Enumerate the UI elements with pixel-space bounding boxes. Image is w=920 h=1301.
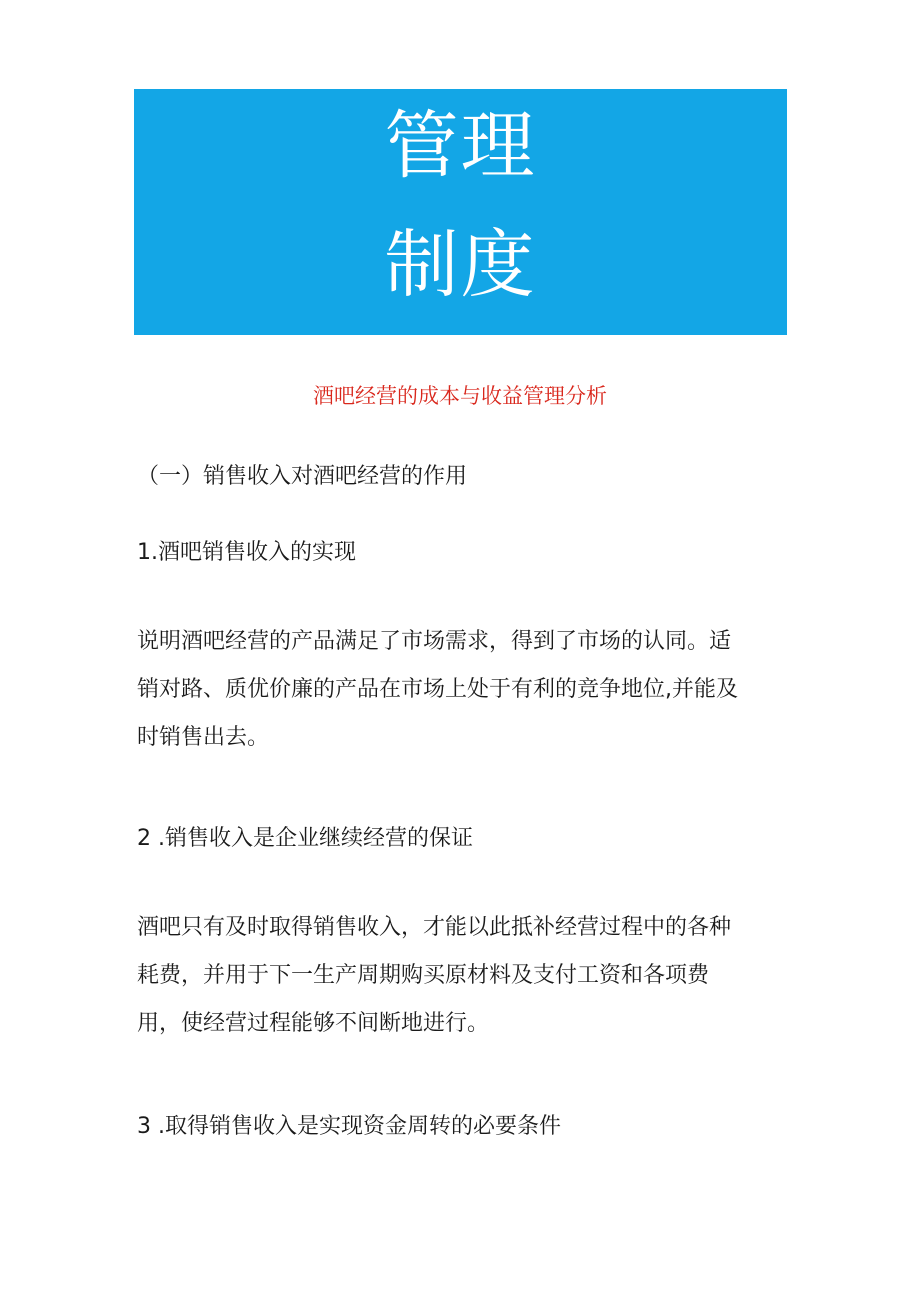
document-title: 酒吧经营的成本与收益管理分析 bbox=[313, 384, 607, 408]
paragraph-line: 耗费，并用于下一生产周期购买原材料及支付工资和各项费 bbox=[137, 963, 710, 988]
section-heading: （一）销售收入对酒吧经营的作用 bbox=[137, 464, 468, 489]
item-2-paragraph bbox=[137, 904, 777, 1048]
paragraph-line: 说明酒吧经营的产品满足了市场需求，得到了市场的认同。适 bbox=[137, 629, 732, 654]
paragraph-line: 用，使经营过程能够不间断地进行。 bbox=[137, 1011, 490, 1036]
banner-title-line-1: 管理 bbox=[384, 103, 537, 189]
paragraph-line: 酒吧只有及时取得销售收入，才能以此抵补经营过程中的各种 bbox=[137, 915, 732, 940]
title-banner bbox=[134, 89, 787, 335]
paragraph-line: 销对路、质优价廉的产品在市场上处于有利的竞争地位,并能及 bbox=[137, 677, 738, 702]
item-2-heading: 2 .销售收入是企业继续经营的保证 bbox=[137, 826, 473, 851]
item-1-heading: 1.酒吧销售收入的实现 bbox=[137, 540, 356, 565]
banner-title-line-2: 制度 bbox=[384, 222, 537, 308]
paragraph-line: 时销售出去。 bbox=[137, 725, 270, 750]
item-3-heading: 3 .取得销售收入是实现资金周转的必要条件 bbox=[137, 1114, 561, 1139]
item-1-paragraph bbox=[137, 618, 777, 762]
